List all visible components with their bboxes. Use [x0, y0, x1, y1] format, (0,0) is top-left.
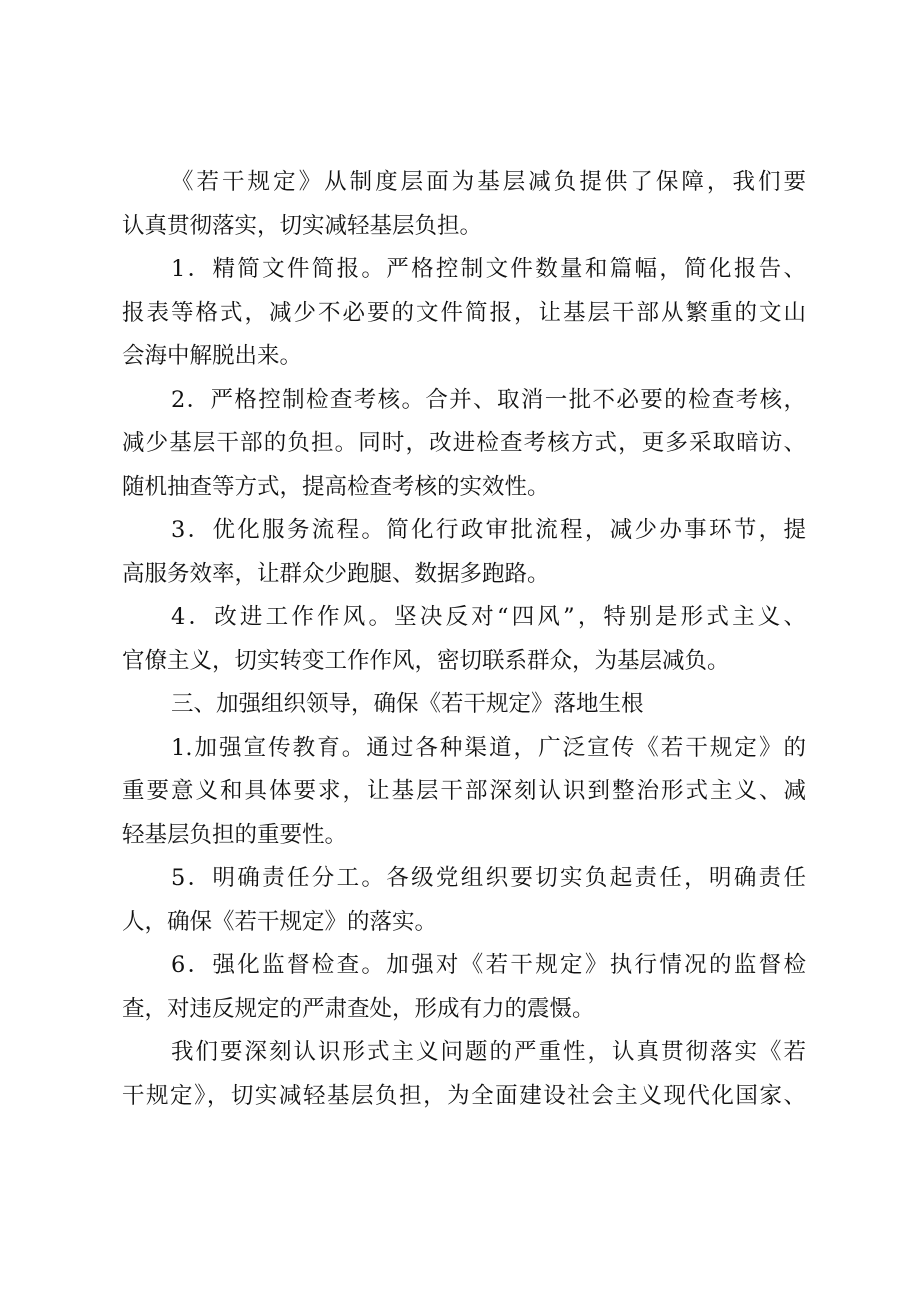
text-line: 我们要深刻认识形式主义问题的严重性，认真贯彻落实《若: [171, 1039, 806, 1065]
paragraph-section-item-6: [122, 944, 806, 1031]
paragraph-conclusion: [122, 1031, 806, 1118]
text-line: 4．改进工作作风。坚决反对“四风”，特别是形式主义、: [171, 604, 806, 630]
paragraph-intro: [122, 161, 806, 248]
text-line: 2．严格控制检查考核。合并、取消一批不必要的检查考核，: [171, 386, 806, 413]
paragraph-section-item-5: [122, 857, 806, 944]
text-line: 会海中解脱出来。: [122, 343, 303, 369]
text-line: 高服务效率，让群众少跑腿、数据多跑路。: [122, 560, 550, 587]
paragraph-section-item-1: [122, 727, 806, 858]
text-line: 人，确保《若干规定》的落实。: [122, 908, 438, 935]
paragraph-item-2: [122, 379, 806, 510]
paragraph-item-1: [122, 248, 806, 379]
text-line: 1.加强宣传教育。通过各种渠道，广泛宣传《若干规定》的: [171, 734, 806, 761]
document-body: [122, 161, 806, 1118]
text-line: 官僚主义，切实转变工作作风，密切联系群众，为基层减负。: [122, 647, 730, 674]
text-line: 重要意义和具体要求，让基层干部深刻认识到整治形式主义、减: [122, 778, 806, 804]
section-heading: [122, 683, 806, 727]
paragraph-item-3: [122, 509, 806, 596]
text-line: 干规定》，切实减轻基层负担，为全面建设社会主义现代化国家、: [122, 1082, 806, 1109]
text-line: 6．强化监督检查。加强对《若干规定》执行情况的监督检: [171, 952, 806, 978]
text-line: 5．明确责任分工。各级党组织要切实负起责任，明确责任: [171, 865, 806, 891]
text-line: 《若干规定》从制度层面为基层减负提供了保障，我们要: [171, 169, 806, 195]
text-line: 随机抽查等方式，提高检查考核的实效性。: [122, 473, 550, 500]
text-line: 3．优化服务流程。简化行政审批流程，减少办事环节，提: [171, 517, 806, 543]
text-line: 1．精简文件简报。严格控制文件数量和篇幅，简化报告、: [171, 256, 806, 282]
text-line: 查，对违反规定的严肃查处，形成有力的震慑。: [122, 995, 595, 1022]
text-line: 轻基层负担的重要性。: [122, 821, 348, 848]
text-line: 认真贯彻落实，切实减轻基层负担。: [122, 212, 483, 239]
section-heading-text: 三、加强组织领导，确保《若干规定》落地生根: [171, 691, 644, 717]
paragraph-item-4: [122, 596, 806, 683]
text-line: 减少基层干部的负担。同时，改进检查考核方式，更多采取暗访、: [122, 430, 806, 456]
text-line: 报表等格式，减少不必要的文件简报，让基层干部从繁重的文山: [122, 299, 806, 326]
